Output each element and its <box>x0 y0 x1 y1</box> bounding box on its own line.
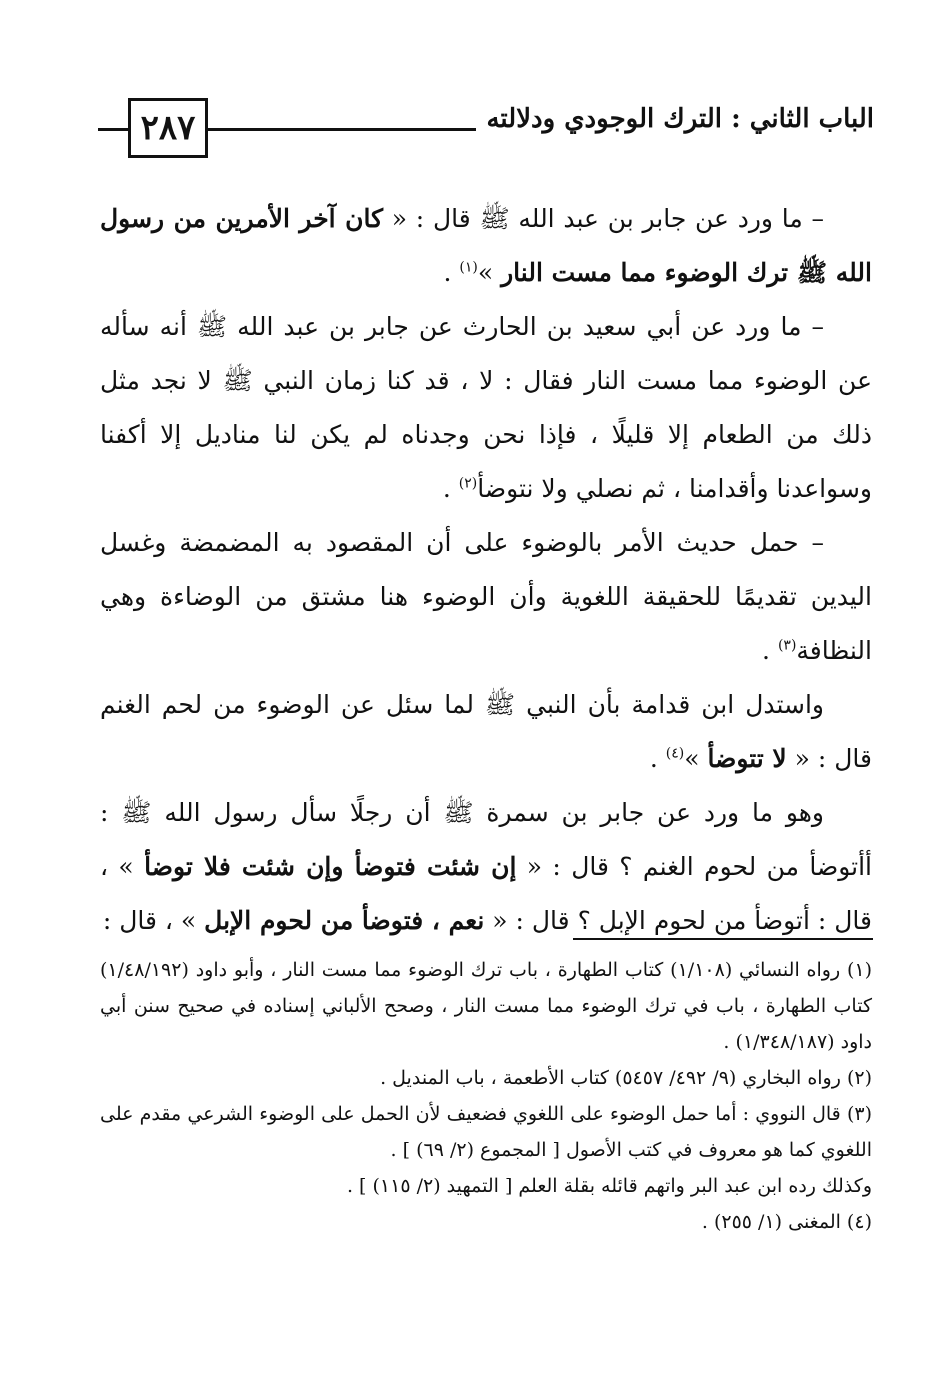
page-number: ٢٨٧ <box>128 98 208 158</box>
paragraph-2 <box>100 300 872 516</box>
p4-hadith-quote: لا تتوضأ <box>707 744 787 773</box>
footnote-ref-1: (١) <box>459 259 478 276</box>
p4-text: واستدل ابن قدامة بأن النبي ﷺ لما سئل عن الوضوء من لحم الغنم قال : « <box>100 690 872 773</box>
p5-hadith-quote-1: إن شئت فتوضأ وإن شئت فلا توضأ <box>144 852 517 881</box>
p3-text-2: . <box>762 636 778 665</box>
p1-text: – ما ورد عن جابر بن عبد الله ﷺ قال : « <box>383 204 824 233</box>
footnotes <box>100 952 872 1240</box>
p4-text-3: . <box>649 744 666 773</box>
p1-text-2: » <box>477 258 502 287</box>
main-text <box>100 192 872 948</box>
paragraph-1 <box>100 192 872 300</box>
page-header <box>98 96 874 158</box>
paragraph-3 <box>100 516 872 678</box>
footnote-ref-3: (٣) <box>777 637 797 654</box>
p2-text: – ما ورد عن أبي سعيد بن الحارث عن جابر بن عبد الله ﷺ أنه سأله عن الوضوء مما مست النار فقال : لا ، قد كنا زمان النبي ﷺ لا نجد مثل ذلك من الطعام إلا قليلًا ، فإذا نحن وجدناه لم يكن لنا مناديل إلا أكفنا وسواعدنا وأقدامنا ، ثم نصلي ولا نتوضأ <box>100 312 872 503</box>
running-title: الباب الثاني : الترك الوجودي ودلالته <box>476 104 874 134</box>
p1-hadith-quote: كان آخر الأمرين من رسول الله ﷺ ترك الوضوء مما مست النار <box>100 204 872 287</box>
p5-text-2: » ، قال : أتوضأ من لحوم الإبل ؟ قال : « <box>100 852 872 935</box>
p5-text-3: » ، قال : <box>102 906 205 935</box>
paragraph-5 <box>100 786 872 948</box>
p5-text: وهو ما ورد عن جابر بن سمرة ﷺ أن رجلًا سأل رسول الله ﷺ : أأتوضأ من لحوم الغنم ؟ قال : « <box>100 798 872 881</box>
footnote-3: (٣) قال النووي : أما حمل الوضوء على اللغوي فضعيف لأن الحمل على الوضوء الشرعي مقدم على اللغوي كما هو معروف في كتب الأصول [ المجموع (٢/ ٦٩) ] . <box>100 1103 872 1161</box>
footnote-2: (٢) رواه البخاري (٩/ ٤٩٢/ ٥٤٥٧) كتاب الأطعمة ، باب المنديل . <box>380 1067 872 1089</box>
p5-hadith-quote-2: نعم ، فتوضأ من لحوم الإبل <box>204 906 485 935</box>
footnote-separator <box>573 938 873 940</box>
p4-text-2: » <box>684 744 708 773</box>
footnote-1: (١) رواه النسائي (١/١٠٨) كتاب الطهارة ، باب ترك الوضوء مما مست النار ، وأبو داود (١/٤٨/١٩٢) كتاب الطهارة ، باب في ترك الوضوء مما مست النار ، وصحح الألباني إسناده في صحيح سنن أبي داود (١/٣٤٨/١٨٧) . <box>100 959 872 1053</box>
paragraph-4 <box>100 678 872 786</box>
footnote-ref-4: (٤) <box>665 745 685 762</box>
p2-text-2: . <box>442 474 459 503</box>
p3-text: – حمل حديث الأمر بالوضوء على أن المقصود به المضمضة وغسل اليدين تقديمًا للحقيقة اللغوية وأن الوضوء هنا مشتق من الوضاءة وهي النظافة <box>100 528 872 665</box>
footnote-ref-2: (٢) <box>458 475 478 492</box>
p1-text-3: . <box>443 258 460 287</box>
footnote-3-continued: وكذلك رده ابن عبد البر واتهم قائله بقلة العلم [ التمهيد (٢/ ١١٥) ] . <box>346 1175 872 1197</box>
footnote-4: (٤) المغنى (١/ ٢٥٥) . <box>701 1211 872 1233</box>
